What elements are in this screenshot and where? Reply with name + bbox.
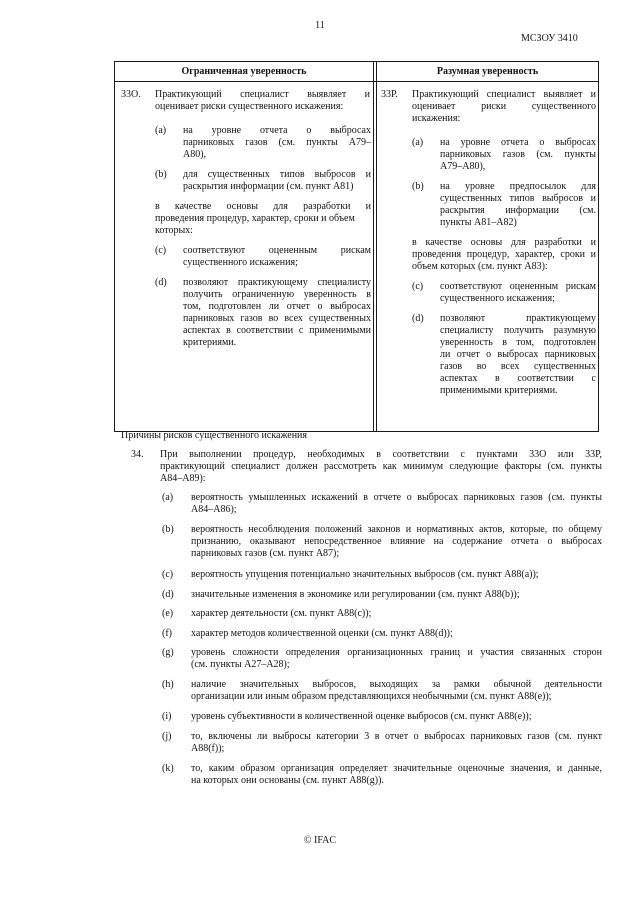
right-item-line: существенных типов выбросов и — [440, 193, 596, 204]
section-heading: Причины рисков существенного искажения — [121, 430, 308, 441]
right-item-label: (c) — [412, 281, 424, 292]
right-item-line: на уровне предпосылок для — [440, 181, 596, 192]
right-item-line: на уровне отчета о выбросах — [440, 137, 596, 148]
right-intro-line: оценивает риски существенного — [412, 101, 596, 112]
right-basis-line: в качестве основы для разработки и — [412, 237, 596, 248]
document-code: МСЗОУ 3410 — [521, 33, 578, 44]
factor-line: признанию, оказывают непосредственное влияние на содержание отчета о выбросах — [191, 536, 602, 547]
factor-line: наличие значительных выбросов, выходящих за рамки обычной деятельности — [191, 679, 602, 690]
right-item-line: ли отчет о выбросах парниковых — [440, 349, 596, 360]
factor-label: (j) — [162, 731, 172, 742]
right-item-line: существенного искажения; — [440, 293, 555, 304]
right-item-label: (a) — [412, 137, 424, 148]
factor-line: на которых они основаны (см. пункт А88(g)). — [191, 775, 384, 786]
factor-line: значительные изменения в экономике или регулировании (см. пункт А88(b)); — [191, 589, 520, 600]
left-basis-line: проведения процедур, характер, сроки и объем — [155, 213, 355, 224]
factor-line: уровень сложности определения организационных границ и участия связанных сторон — [191, 647, 602, 658]
right-intro-line: искажения: — [412, 113, 461, 124]
right-item-line: А79–А80), — [440, 161, 486, 172]
right-item-label: (d) — [412, 313, 424, 324]
right-basis-line: проведения процедур, характер, сроки и — [412, 249, 596, 260]
left-item-line: для существенных типов выбросов и — [183, 169, 371, 180]
left-item-line: парниковых газов (см. пункты А79– — [183, 137, 371, 148]
factor-label: (f) — [162, 628, 172, 639]
right-basis-line: объем которых (см. пункт А83): — [412, 261, 548, 272]
right-item-line: применимыми критериями. — [440, 385, 558, 396]
left-item-line: существенного искажения; — [183, 257, 298, 268]
left-item-line: на уровне отчета о выбросах — [183, 125, 371, 136]
factor-label: (e) — [162, 608, 174, 619]
left-intro-line: Практикующий специалист выявляет и — [155, 89, 370, 100]
left-item-label: (c) — [155, 245, 167, 256]
right-item-line: соответствуют оцененным рискам — [440, 281, 596, 292]
factor-line: организации или иным образом представляющихся необычными (см. пункт А88(e)); — [191, 691, 552, 702]
factor-line: (см. пункты А27–А28); — [191, 659, 290, 670]
column-divider — [373, 62, 374, 431]
paragraph-line: При выполнении процедур, необходимых в соответствии с пунктами 33О или 33Р, — [160, 449, 602, 460]
left-item-label: (b) — [155, 169, 167, 180]
left-item-line: раскрытия информации (см. пункт А81) — [183, 181, 354, 192]
factor-label: (h) — [162, 679, 174, 690]
paragraph-number: 34. — [131, 449, 144, 460]
left-basis-line: которых: — [155, 225, 193, 236]
factor-line: характер деятельности (см. пункт А88(c)); — [191, 608, 372, 619]
factor-line: А84–А86); — [191, 504, 237, 515]
left-item-line: парниковых газов во всех существенных — [183, 313, 371, 324]
left-basis-line: в качестве основы для разработки и — [155, 201, 371, 212]
column-header-reasonable: Разумная уверенность — [436, 66, 539, 77]
factor-line: вероятность несоблюдения положений законов и нормативных актов, которые, по общему — [191, 524, 602, 535]
right-item-line: специалисту получить разумную — [440, 325, 596, 336]
left-item-label: (d) — [155, 277, 167, 288]
page-number: 11 — [315, 20, 325, 31]
right-item-line: газов во всех существенных — [440, 361, 596, 372]
right-item-line: парниковых газов (см. пункты — [440, 149, 596, 160]
factor-line: то, каким образом организация определяет значительные оценочные значения, и данные, — [191, 763, 602, 774]
right-item-line: уверенность в том, подготовлен — [440, 337, 596, 348]
right-item-line: раскрытия информации (см. — [440, 205, 596, 216]
factor-line: то, включены ли выбросы категории 3 в отчет о выбросах парниковых газов (см. пункт — [191, 731, 602, 742]
factor-line: уровень субъективности в количественной оценке выбросов (см. пункт А88(e)); — [191, 711, 532, 722]
footer-copyright: © IFAC — [303, 835, 337, 846]
paragraph-line: практикующий специалист должен рассмотреть как минимум следующие факторы (см. пункты — [160, 461, 602, 472]
right-item-label: (b) — [412, 181, 424, 192]
right-intro-line: Практикующий специалист выявляет и — [412, 89, 596, 100]
factor-label: (c) — [162, 569, 174, 580]
factor-line: парниковых газов (см. пункт А87); — [191, 548, 340, 559]
right-item-line: пункты А81–А82) — [440, 217, 517, 228]
right-item-line: позволяют практикующему — [440, 313, 596, 324]
left-item-line: том, подготовлен ли отчет о выбросах — [183, 301, 371, 312]
factor-label: (d) — [162, 589, 174, 600]
left-paragraph-number: 33О. — [121, 89, 141, 100]
column-header-limited: Ограниченная уверенность — [181, 66, 307, 77]
factor-label: (i) — [162, 711, 172, 722]
factor-label: (k) — [162, 763, 174, 774]
factor-line: вероятность упущения потенциально значительных выбросов (см. пункт А88(a)); — [191, 569, 539, 580]
right-paragraph-number: 33Р. — [381, 89, 398, 100]
left-item-line: критериями. — [183, 337, 237, 348]
factor-line: характер методов количественной оценки (см. пункт А88(d)); — [191, 628, 453, 639]
left-item-line: позволяют практикующему специалисту — [183, 277, 371, 288]
left-item-label: (a) — [155, 125, 167, 136]
header-divider — [115, 81, 598, 82]
left-item-line: получить ограниченную уверенность в — [183, 289, 371, 300]
left-item-line: А80), — [183, 149, 207, 160]
paragraph-line: А84–А89): — [160, 473, 206, 484]
column-divider-double — [376, 62, 377, 431]
factor-line: А88(f)); — [191, 743, 225, 754]
factor-line: вероятность умышленных искажений в отчете о выбросах парниковых газов (см. пункты — [191, 492, 602, 503]
factor-label: (g) — [162, 647, 174, 658]
factor-label: (a) — [162, 492, 174, 503]
left-intro-line: оценивает риски существенного искажения: — [155, 101, 344, 112]
left-item-line: соответствуют оцененным рискам — [183, 245, 371, 256]
factor-label: (b) — [162, 524, 174, 535]
left-item-line: аспектах в соответствии с применимыми — [183, 325, 371, 336]
right-item-line: аспектах в соответствии с — [440, 373, 596, 384]
